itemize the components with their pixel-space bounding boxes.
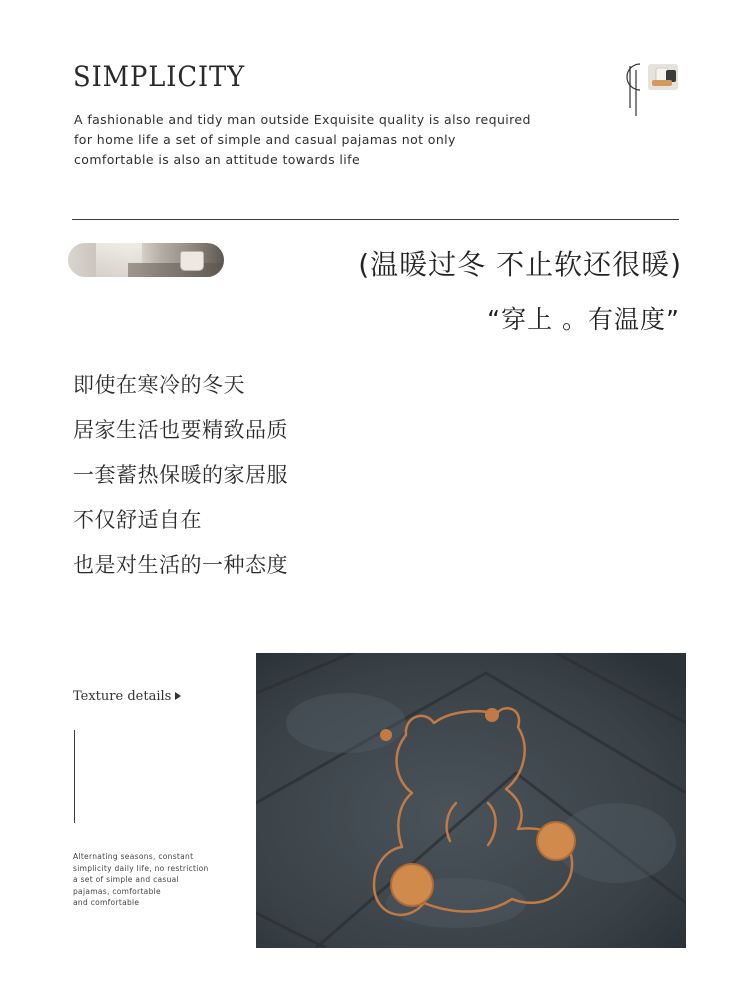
caption-line: pajamas, comfortable xyxy=(73,886,161,896)
section-divider xyxy=(72,219,679,220)
texture-caption xyxy=(73,851,209,909)
fabric-closeup-photo xyxy=(256,653,686,948)
intro-paragraph xyxy=(74,110,594,170)
headline-text: (温暖过冬 不止软还很暖) xyxy=(358,248,682,281)
intro-line: A fashionable and tidy man outside Exquisite quality is also required xyxy=(74,112,531,127)
room-photo-pill xyxy=(68,243,224,277)
caption-line: a set of simple and casual xyxy=(73,875,179,884)
intro-line: for home life a set of simple and casual pajamas not only xyxy=(74,132,456,147)
body-line: 不仅舒适自在 xyxy=(73,508,202,532)
bear-embroidery-illustration xyxy=(256,653,686,948)
caption-line: simplicity daily life, no restriction xyxy=(73,863,209,873)
triangle-right-icon xyxy=(175,692,181,700)
body-line: 居家生活也要精致品质 xyxy=(73,418,288,442)
body-line: 也是对生活的一种态度 xyxy=(73,553,288,577)
intro-line: comfortable is also an attitude towards life xyxy=(74,152,361,167)
caption-line: and comfortable xyxy=(73,898,140,907)
subheadline-text: “穿上 。有温度” xyxy=(487,305,680,334)
page-title: SIMPLICITY xyxy=(73,60,246,93)
caption-line: Alternating seasons, constant xyxy=(73,852,194,861)
vertical-rule xyxy=(74,730,75,823)
body-line: 即使在寒冷的冬天 xyxy=(73,373,245,397)
body-line: 一套蓄热保暖的家居服 xyxy=(73,463,288,487)
decorative-logo-icon xyxy=(618,60,682,120)
body-copy xyxy=(73,368,288,593)
texture-details-label: Texture details xyxy=(73,689,172,704)
